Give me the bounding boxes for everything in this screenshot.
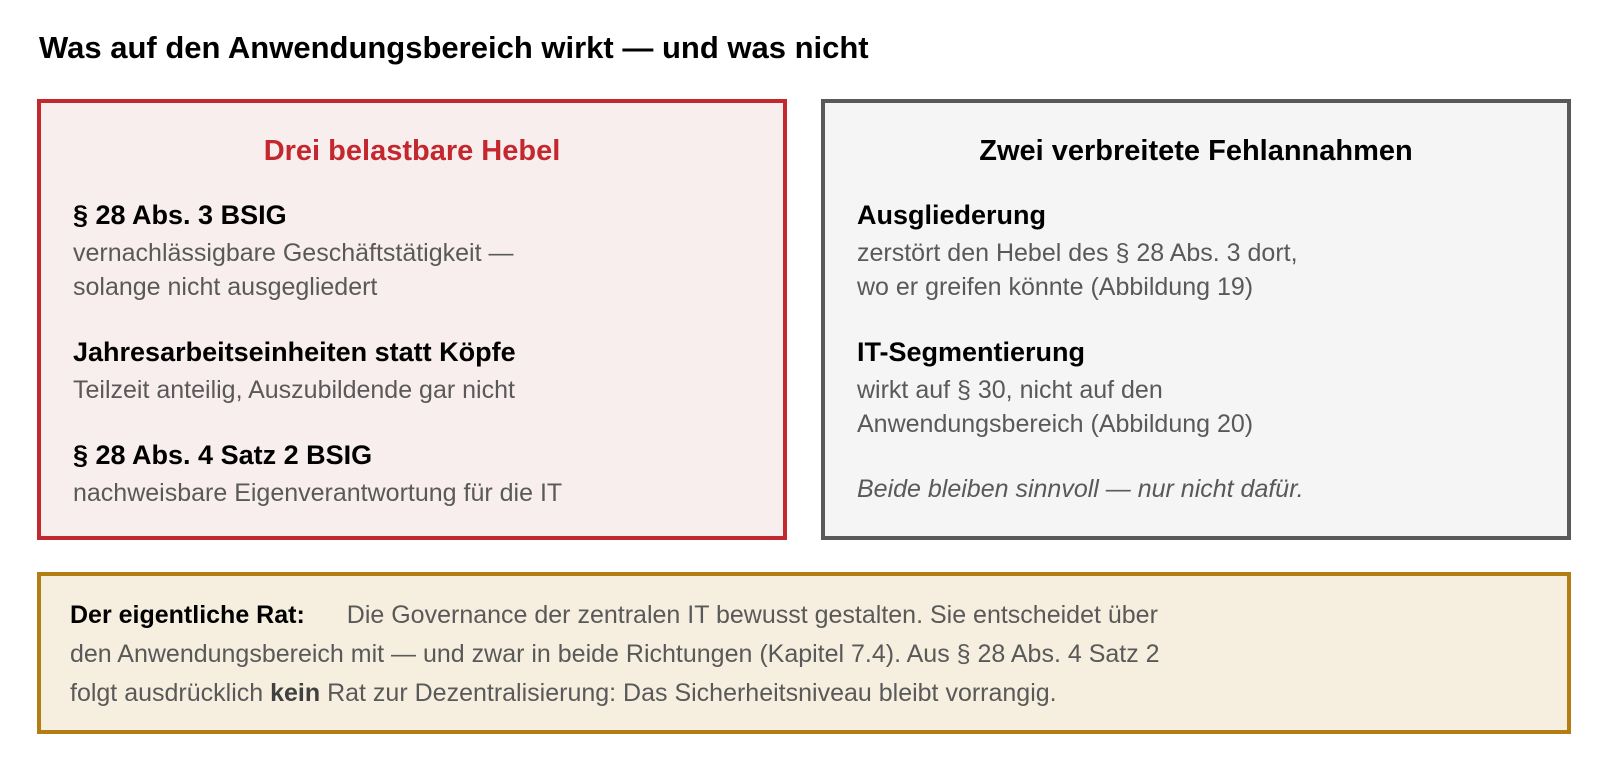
misconception-description-line: wo er greifen könnte (Abbildung 19) (857, 273, 1254, 301)
advice-panel (37, 572, 1571, 734)
lever-title: Jahresarbeitseinheiten statt Köpfe (73, 337, 516, 367)
advice-line-text: folgt ausdrücklich (70, 679, 271, 707)
advice-label: Der eigentliche Rat: (70, 601, 305, 629)
levers-panel (37, 99, 787, 540)
lever-description-line: nachweisbare Eigenverantwortung für die IT (73, 479, 563, 507)
misconceptions-panel (821, 99, 1571, 540)
advice-emphasis: kein (270, 679, 321, 707)
lever-description (73, 373, 516, 407)
advice-line-2: den Anwendungsbereich mit — und zwar in beide Richtungen (Kapitel 7.4). Aus § 28 Abs. 4 Satz 2 (70, 640, 1160, 668)
lever-description-line: solange nicht ausgegliedert (73, 273, 378, 301)
lever-item-28-4-2 (73, 440, 562, 510)
lever-title: § 28 Abs. 3 BSIG (73, 200, 287, 230)
page-title: Was auf den Anwendungsbereich wirkt — und was nicht (39, 30, 869, 65)
misconception-description-line: zerstört den Hebel des § 28 Abs. 3 dort, (857, 239, 1298, 267)
lever-description-line: Teilzeit anteilig, Auszubildende gar nicht (73, 376, 515, 404)
levers-heading: Drei belastbare Hebel (263, 135, 561, 167)
lever-description (73, 236, 514, 304)
misconception-description-line: wirkt auf § 30, nicht auf den (857, 376, 1163, 404)
lever-item-jahresarbeitseinheiten (73, 337, 516, 407)
advice-line-1 (70, 596, 1160, 635)
advice-line-3 (70, 674, 1160, 713)
misconception-title: Ausgliederung (857, 200, 1047, 230)
misconception-item-it-segmentierung (857, 337, 1253, 441)
lever-description (73, 476, 562, 510)
misconceptions-heading: Zwei verbreitete Fehlannahmen (979, 135, 1413, 167)
lever-description-line: vernachlässigbare Geschäftstätigkeit — (73, 239, 514, 267)
advice-line-text: Die Governance der zentralen IT bewusst gestalten. Sie entscheidet über (346, 601, 1158, 629)
misconceptions-note: Beide bleiben sinnvoll — nur nicht dafür. (857, 475, 1304, 503)
advice-text (70, 596, 1160, 713)
misconception-description-line: Anwendungsbereich (Abbildung 20) (857, 410, 1254, 438)
lever-title: § 28 Abs. 4 Satz 2 BSIG (73, 440, 373, 470)
misconception-description (857, 236, 1298, 304)
lever-item-28-3 (73, 200, 514, 304)
misconception-description (857, 373, 1253, 441)
misconception-item-ausgliederung (857, 200, 1298, 304)
advice-line-text: Rat zur Dezentralisierung: Das Sicherheitsniveau bleibt vorrangig. (320, 679, 1057, 707)
misconception-title: IT-Segmentierung (857, 337, 1086, 367)
